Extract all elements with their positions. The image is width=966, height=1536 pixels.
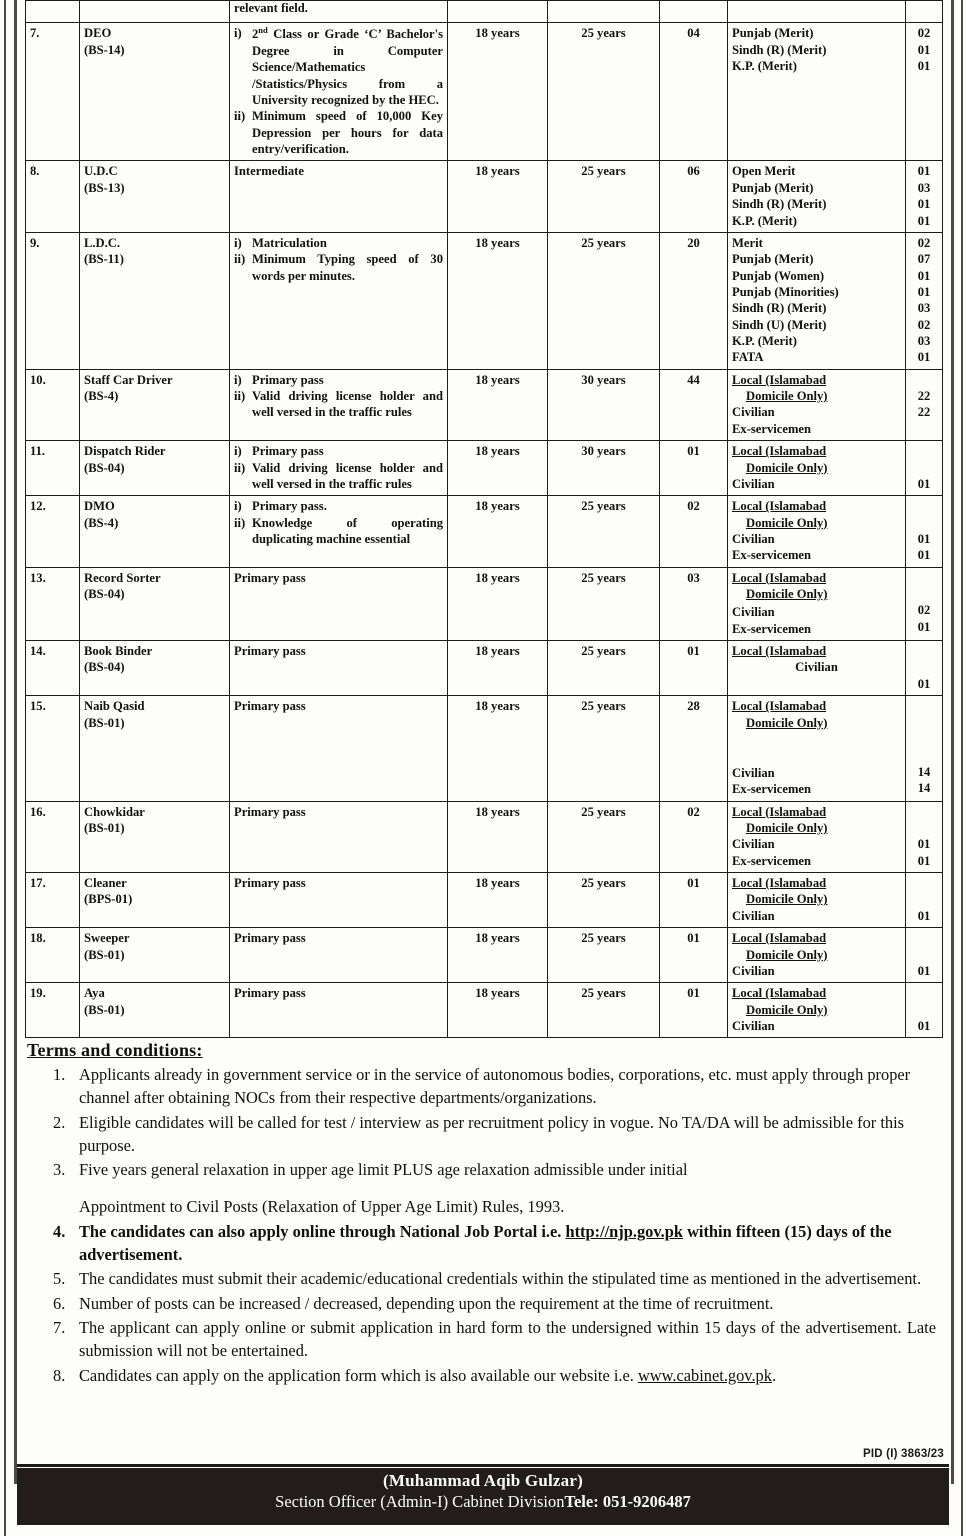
terms-item-text: The candidates can also apply online through National Job Portal i.e. http://njp.gov.pk within fifteen (15) days of the advertisement.	[79, 1221, 892, 1265]
quota-heading-line: Domicile Only)	[746, 947, 828, 962]
cell-maximum-age: 25 years	[548, 801, 660, 872]
quota-entry-label: Open Merit	[732, 164, 796, 179]
cell-quota	[728, 696, 906, 801]
qualification-text: Primary pass	[252, 444, 324, 459]
quota-number: 01	[917, 284, 931, 299]
page-frame-left-outer	[4, 0, 6, 1536]
cell-serial-number: 15.	[26, 696, 80, 801]
quota-entry-label: K.P. (Merit)	[732, 213, 797, 228]
quota-entry-label: Sindh (R) (Merit)	[732, 197, 827, 212]
quota-number: 02	[917, 603, 931, 618]
quota-entry-label: K.P. (Merit)	[732, 334, 797, 349]
quota-heading-line: Domicile Only)	[746, 715, 828, 730]
quota-number: 02	[917, 26, 931, 41]
cell-serial-number: 8.	[26, 161, 80, 232]
cell-minimum-age: 18 years	[448, 983, 548, 1038]
cell-maximum-age: 25 years	[548, 23, 660, 161]
table-row	[26, 567, 943, 640]
table-row	[26, 641, 943, 696]
terms-item-text: The candidates must submit their academic/educational credentials within the stipulated time as mentioned in the advertisement.	[79, 1269, 922, 1289]
cell-quota-number	[906, 441, 943, 496]
cell-number-of-posts: 01	[660, 928, 728, 983]
page-frame-left-inner	[14, 0, 17, 1484]
quota-entry-label: Ex-servicemen	[732, 421, 812, 436]
quota-number: 22	[917, 389, 931, 404]
terms-item-text: The applicant can apply online or submit application in hard form to the undersigned within 15 days of the advertisement. Late submission will not be entertained.	[79, 1317, 936, 1361]
cell-quota	[728, 232, 906, 369]
vacancy-table	[25, 0, 943, 1038]
cell-serial-number: 19.	[26, 983, 80, 1038]
quota-entry-label: Civilian	[732, 531, 775, 546]
cell-quota	[728, 983, 906, 1038]
qualification-item	[234, 108, 443, 157]
cell-maximum-age: 30 years	[548, 441, 660, 496]
quota-number: 01	[917, 350, 931, 365]
quota-entry-label: Civilian	[732, 908, 775, 923]
cell-maximum-age: 25 years	[548, 641, 660, 696]
cell-post-name: Naib Qasid (BS-01)	[80, 696, 230, 801]
cell-number-of-posts: 01	[660, 641, 728, 696]
cell-minimum-age: 18 years	[448, 873, 548, 928]
qualification-text: Valid driving license holder and well versed in the traffic rules	[252, 460, 443, 491]
terms-item	[27, 1220, 936, 1267]
cell-number-of-posts: 01	[660, 441, 728, 496]
terms-item	[27, 1316, 936, 1363]
cell-qualification	[230, 496, 448, 567]
cell-qualification	[230, 873, 448, 928]
terms-item	[27, 1111, 936, 1158]
quota-entry-label: Punjab (Women)	[732, 268, 825, 283]
cell-minimum-age: 18 years	[448, 928, 548, 983]
cell-qualification	[230, 441, 448, 496]
quota-heading-line: Domicile Only)	[746, 821, 828, 835]
quota-heading-line: Local (Islamabad	[732, 570, 827, 585]
cell-number-of-posts: 01	[660, 983, 728, 1038]
quota-heading-line: Domicile Only)	[746, 389, 828, 404]
qualification-item	[234, 235, 443, 251]
quota-entry-label: Ex-servicemen	[732, 621, 812, 636]
quota-heading-line: Local (Islamabad	[732, 444, 827, 459]
quota-entry-label: Punjab (Merit)	[732, 180, 814, 195]
qualification-text: Primary pass	[234, 644, 306, 659]
cell-quota-number	[906, 496, 943, 567]
quota-heading-line: Local (Islamabad	[732, 499, 827, 514]
quota-heading-line: Domicile Only)	[746, 892, 828, 907]
qualification-item	[234, 388, 443, 421]
quota-heading-line: Local (Islamabad	[732, 931, 827, 946]
quota-number: 14	[917, 781, 931, 795]
quota-entry-label: Civilian	[732, 765, 775, 780]
quota-entry-label: Merit	[732, 235, 763, 250]
cell-qualification	[230, 161, 448, 232]
qualification-marker: i)	[234, 235, 242, 250]
cell-quota-number	[906, 696, 943, 801]
qualification-text: Primary pass	[234, 804, 306, 819]
cell-serial-number: 12.	[26, 496, 80, 567]
qualification-text: Primary pass.	[252, 499, 327, 514]
officer-telephone: Tele: 051-9206487	[564, 1492, 691, 1511]
table-row	[26, 801, 943, 872]
qualification-marker: ii)	[234, 109, 246, 124]
terms-item	[27, 1364, 936, 1387]
quota-number: 07	[917, 252, 931, 267]
quota-number: 01	[917, 59, 931, 74]
table-row	[26, 928, 943, 983]
terms-item-link[interactable]: www.cabinet.gov.pk	[637, 1365, 772, 1385]
cell-maximum-age: 25 years	[548, 567, 660, 640]
cell-quota-number	[906, 369, 943, 440]
cell-serial-number: 10.	[26, 369, 80, 440]
terms-item-text: Number of posts can be increased / decreased, depending upon the requirement at the time of recruitment.	[79, 1293, 774, 1313]
qualification-item	[234, 498, 443, 514]
qualification-item	[234, 25, 443, 108]
table-row	[26, 696, 943, 801]
qualification-marker: i)	[234, 499, 242, 514]
qualification-marker: i)	[234, 444, 242, 459]
cell-maximum-age: 25 years	[548, 696, 660, 801]
qualification-text: Matriculation	[252, 235, 327, 250]
cell-post-name: U.D.C (BS-13)	[80, 161, 230, 232]
qualification-text: Primary pass	[234, 570, 306, 585]
cell-number-of-posts: 03	[660, 567, 728, 640]
quota-number: 01	[917, 1018, 931, 1033]
page-frame-right-inner	[951, 0, 954, 1484]
quota-entry-label: Ex-servicemen	[732, 548, 812, 563]
terms-item-text-continued: Appointment to Civil Posts (Relaxation of Upper Age Limit) Rules, 1993.	[79, 1197, 565, 1217]
quota-heading-line: Local (Islamabad	[732, 804, 827, 819]
qualification-text: 2nd Class or Grade ‘C’ Bachelor's Degree in Computer Science/Mathematics /Statistics/Physics from a University recognized by the HEC.	[252, 25, 443, 107]
cell-serial-number: 7.	[26, 23, 80, 161]
table-row	[26, 873, 943, 928]
qualification-marker: ii)	[234, 515, 246, 530]
qualification-item	[234, 460, 443, 493]
quota-number: 01	[917, 42, 931, 57]
cell-quota-number	[906, 873, 943, 928]
clipped-qualification-text: relevant field.	[234, 1, 308, 15]
cell-number-of-posts: 02	[660, 801, 728, 872]
cell-maximum-age: 25 years	[548, 928, 660, 983]
qualification-marker: ii)	[234, 460, 246, 475]
quota-number: 01	[917, 853, 931, 868]
quota-entry-label: Punjab (Minorities)	[732, 284, 839, 299]
cell-minimum-age: 18 years	[448, 696, 548, 801]
qualification-item	[234, 443, 443, 459]
cell-post-name: Dispatch Rider (BS-04)	[80, 441, 230, 496]
qualification-marker: ii)	[234, 252, 246, 267]
quota-heading-line: Domicile Only)	[746, 587, 828, 602]
cell-minimum-age: 18 years	[448, 441, 548, 496]
cell-quota-number	[906, 641, 943, 696]
quota-number: 01	[917, 476, 931, 491]
cell-serial-number: 9.	[26, 232, 80, 369]
cell-post-name: Book Binder (BS-04)	[80, 641, 230, 696]
cell-post-name: DEO (BS-14)	[80, 23, 230, 161]
footer-divider	[17, 1464, 949, 1467]
quota-number: 03	[917, 180, 931, 195]
cell-qualification	[230, 232, 448, 369]
qualification-item	[234, 372, 443, 388]
cell-post-name: Aya (BS-01)	[80, 983, 230, 1038]
qualification-text: Primary pass	[252, 372, 324, 387]
quota-entry-label: Punjab (Merit)	[732, 252, 814, 267]
terms-list	[27, 1063, 936, 1387]
quota-number: 01	[917, 197, 931, 212]
cell-minimum-age: 18 years	[448, 161, 548, 232]
cell-number-of-posts: 02	[660, 496, 728, 567]
cell-maximum-age: 30 years	[548, 369, 660, 440]
cell-quota	[728, 441, 906, 496]
quota-entry-label: Civilian	[732, 963, 775, 978]
quota-number: 01	[917, 676, 931, 691]
cell-maximum-age: 25 years	[548, 873, 660, 928]
cell-post-name: Sweeper (BS-01)	[80, 928, 230, 983]
quota-heading-line: Local (Islamabad	[732, 699, 827, 714]
cell-post-name: Staff Car Driver (BS-4)	[80, 369, 230, 440]
quota-heading-line: Local (Islamabad	[732, 644, 827, 659]
cell-serial-number: 11.	[26, 441, 80, 496]
cell-quota-number	[906, 23, 943, 161]
quota-heading-line: Local (Islamabad	[732, 372, 827, 387]
cell-serial-number: 14.	[26, 641, 80, 696]
cell-serial-number: 17.	[26, 873, 80, 928]
cell-quota-number	[906, 232, 943, 369]
qualification-text: Knowledge of operating duplicating machine essential	[252, 515, 443, 546]
cell-post-name: Cleaner (BPS-01)	[80, 873, 230, 928]
cell-quota	[728, 23, 906, 161]
cell-qualification	[230, 641, 448, 696]
table-row	[26, 983, 943, 1038]
quota-heading-line: Domicile Only)	[746, 515, 828, 530]
cell-serial-number: 16.	[26, 801, 80, 872]
cell-minimum-age: 18 years	[448, 232, 548, 369]
vacancy-table-body	[26, 1, 943, 1038]
table-row-clipped	[26, 1, 943, 23]
table-row	[26, 161, 943, 232]
quota-entry-label: Ex-servicemen	[732, 782, 812, 797]
cell-qualification	[230, 801, 448, 872]
cell-quota-number	[906, 928, 943, 983]
quota-heading-line: Domicile Only)	[746, 1002, 828, 1017]
table-row	[26, 496, 943, 567]
cell-qualification	[230, 928, 448, 983]
quota-entry-label: Sindh (U) (Merit)	[732, 317, 827, 332]
qualification-text: Primary pass	[234, 876, 306, 891]
quota-number: 01	[917, 619, 931, 634]
cell-qualification	[230, 696, 448, 801]
vacancy-table-wrapper	[25, 0, 942, 1038]
cell-number-of-posts: 44	[660, 369, 728, 440]
cell-quota-number	[906, 161, 943, 232]
qualification-marker: ii)	[234, 389, 246, 404]
cell-quota	[728, 369, 906, 440]
table-row	[26, 232, 943, 369]
quota-entry-label: K.P. (Merit)	[732, 59, 797, 74]
cell-quota-number	[906, 567, 943, 640]
cell-quota	[728, 161, 906, 232]
terms-and-conditions-section	[25, 1038, 942, 1388]
table-row	[26, 23, 943, 161]
cell-quota	[728, 873, 906, 928]
quota-number: 01	[917, 908, 931, 923]
cell-number-of-posts: 04	[660, 23, 728, 161]
quota-entry-label: Civilian	[732, 476, 775, 491]
qualification-text: Intermediate	[234, 164, 304, 179]
cell-number-of-posts: 01	[660, 873, 728, 928]
quota-number: 03	[917, 334, 931, 349]
quota-heading-line: Local (Islamabad	[732, 986, 827, 1001]
quota-number: 03	[917, 301, 931, 316]
qualification-text: Primary pass	[234, 986, 306, 1001]
qualification-item	[234, 251, 443, 284]
qualification-marker: i)	[234, 372, 242, 387]
quota-entry-label: FATA	[732, 350, 764, 365]
cell-number-of-posts: 20	[660, 232, 728, 369]
terms-item-text: Eligible candidates will be called for test / interview as per recruitment policy in vogue. No TA/DA will be admissible for this purpose.	[79, 1112, 904, 1155]
quota-number: 14	[917, 764, 931, 779]
quota-entry-label: Punjab (Merit)	[732, 26, 814, 41]
quota-number: 01	[917, 268, 931, 283]
cell-minimum-age: 18 years	[448, 23, 548, 161]
cell-post-name: Record Sorter (BS-04)	[80, 567, 230, 640]
cell-quota	[728, 567, 906, 640]
quota-entry-label: Civilian	[732, 1018, 775, 1033]
terms-heading: Terms and conditions:	[27, 1040, 203, 1060]
quota-number: 02	[917, 317, 931, 332]
cell-serial-number: 13.	[26, 567, 80, 640]
cell-post-name: Chowkidar (BS-01)	[80, 801, 230, 872]
qualification-text: Primary pass	[234, 931, 306, 946]
page-frame-right-outer	[961, 0, 963, 1536]
cell-minimum-age: 18 years	[448, 369, 548, 440]
cell-maximum-age: 25 years	[548, 232, 660, 369]
cell-number-of-posts: 28	[660, 696, 728, 801]
terms-item-text: Five years general relaxation in upper age limit PLUS age relaxation admissible under initial	[79, 1160, 688, 1180]
qualification-text: Minimum Typing speed of 30 words per minutes.	[252, 252, 443, 283]
cell-qualification	[230, 567, 448, 640]
quota-number: 22	[917, 405, 931, 420]
pid-reference: PID (I) 3863/23	[863, 1448, 944, 1460]
cell-minimum-age: 18 years	[448, 801, 548, 872]
cell-maximum-age: 25 years	[548, 161, 660, 232]
terms-item-link[interactable]: http://njp.gov.pk	[565, 1221, 683, 1241]
cell-quota	[728, 928, 906, 983]
cell-post-name: L.D.C. (BS-11)	[80, 232, 230, 369]
cell-quota-number	[906, 801, 943, 872]
quota-number: 01	[917, 531, 931, 546]
quota-entry-label: Ex-servicemen	[732, 853, 812, 868]
cell-quota	[728, 496, 906, 567]
officer-name: (Muhammad Aqib Gulzar)	[383, 1471, 583, 1490]
quota-entry-label: Civilian	[732, 405, 775, 420]
quota-number: 01	[917, 164, 931, 179]
officer-designation-and-phone	[17, 1492, 949, 1512]
terms-item	[27, 1267, 936, 1290]
qualification-text: Primary pass	[234, 699, 306, 714]
cell-maximum-age: 25 years	[548, 983, 660, 1038]
quota-number: 01	[917, 213, 931, 228]
quota-spacer	[732, 731, 901, 765]
officer-designation: Section Officer (Admin-I) Cabinet Division	[275, 1492, 565, 1511]
cell-post-name: DMO (BS-4)	[80, 496, 230, 567]
quota-entry-label: Sindh (R) (Merit)	[732, 42, 827, 57]
cell-qualification	[230, 23, 448, 161]
table-row	[26, 369, 943, 440]
quota-heading-line: Domicile Only)	[746, 460, 828, 475]
qualification-marker: i)	[234, 26, 242, 41]
cell-minimum-age: 18 years	[448, 641, 548, 696]
quota-entry-label: Civilian	[732, 837, 775, 852]
cell-maximum-age: 25 years	[548, 496, 660, 567]
cell-minimum-age: 18 years	[448, 496, 548, 567]
quota-entry-label: Civilian	[795, 660, 838, 675]
cell-quota-number	[906, 983, 943, 1038]
qualification-text: Valid driving license holder and well versed in the traffic rules	[252, 389, 443, 420]
table-row	[26, 441, 943, 496]
terms-item-text: Candidates can apply on the application form which is also available our website i.e. www.cabinet.gov.pk.	[79, 1365, 777, 1385]
cell-number-of-posts: 06	[660, 161, 728, 232]
quota-number: 01	[917, 837, 931, 852]
qualification-item	[234, 515, 443, 548]
terms-item-text: Applicants already in government service or in the service of autonomous bodies, corporations, etc. must apply through proper channel after obtaining NOCs from their respective departments/organizations.	[79, 1065, 911, 1108]
terms-item	[27, 1158, 936, 1219]
quota-entry-label: Civilian	[732, 605, 775, 620]
cell-qualification	[230, 983, 448, 1038]
cell-quota	[728, 641, 906, 696]
cell-qualification	[230, 369, 448, 440]
quota-number: 01	[917, 548, 931, 563]
cell-minimum-age: 18 years	[448, 567, 548, 640]
terms-item	[27, 1292, 936, 1315]
quota-number: 02	[917, 235, 931, 250]
terms-item	[27, 1063, 936, 1110]
quota-number: 01	[917, 963, 931, 978]
signature-footer	[17, 1468, 949, 1525]
cell-quota	[728, 801, 906, 872]
qualification-text: Minimum speed of 10,000 Key Depression per hours for data entry/verification.	[252, 109, 443, 157]
cell-serial-number: 18.	[26, 928, 80, 983]
quota-entry-label: Sindh (R) (Merit)	[732, 301, 827, 316]
quota-heading-line: Local (Islamabad	[732, 876, 827, 891]
